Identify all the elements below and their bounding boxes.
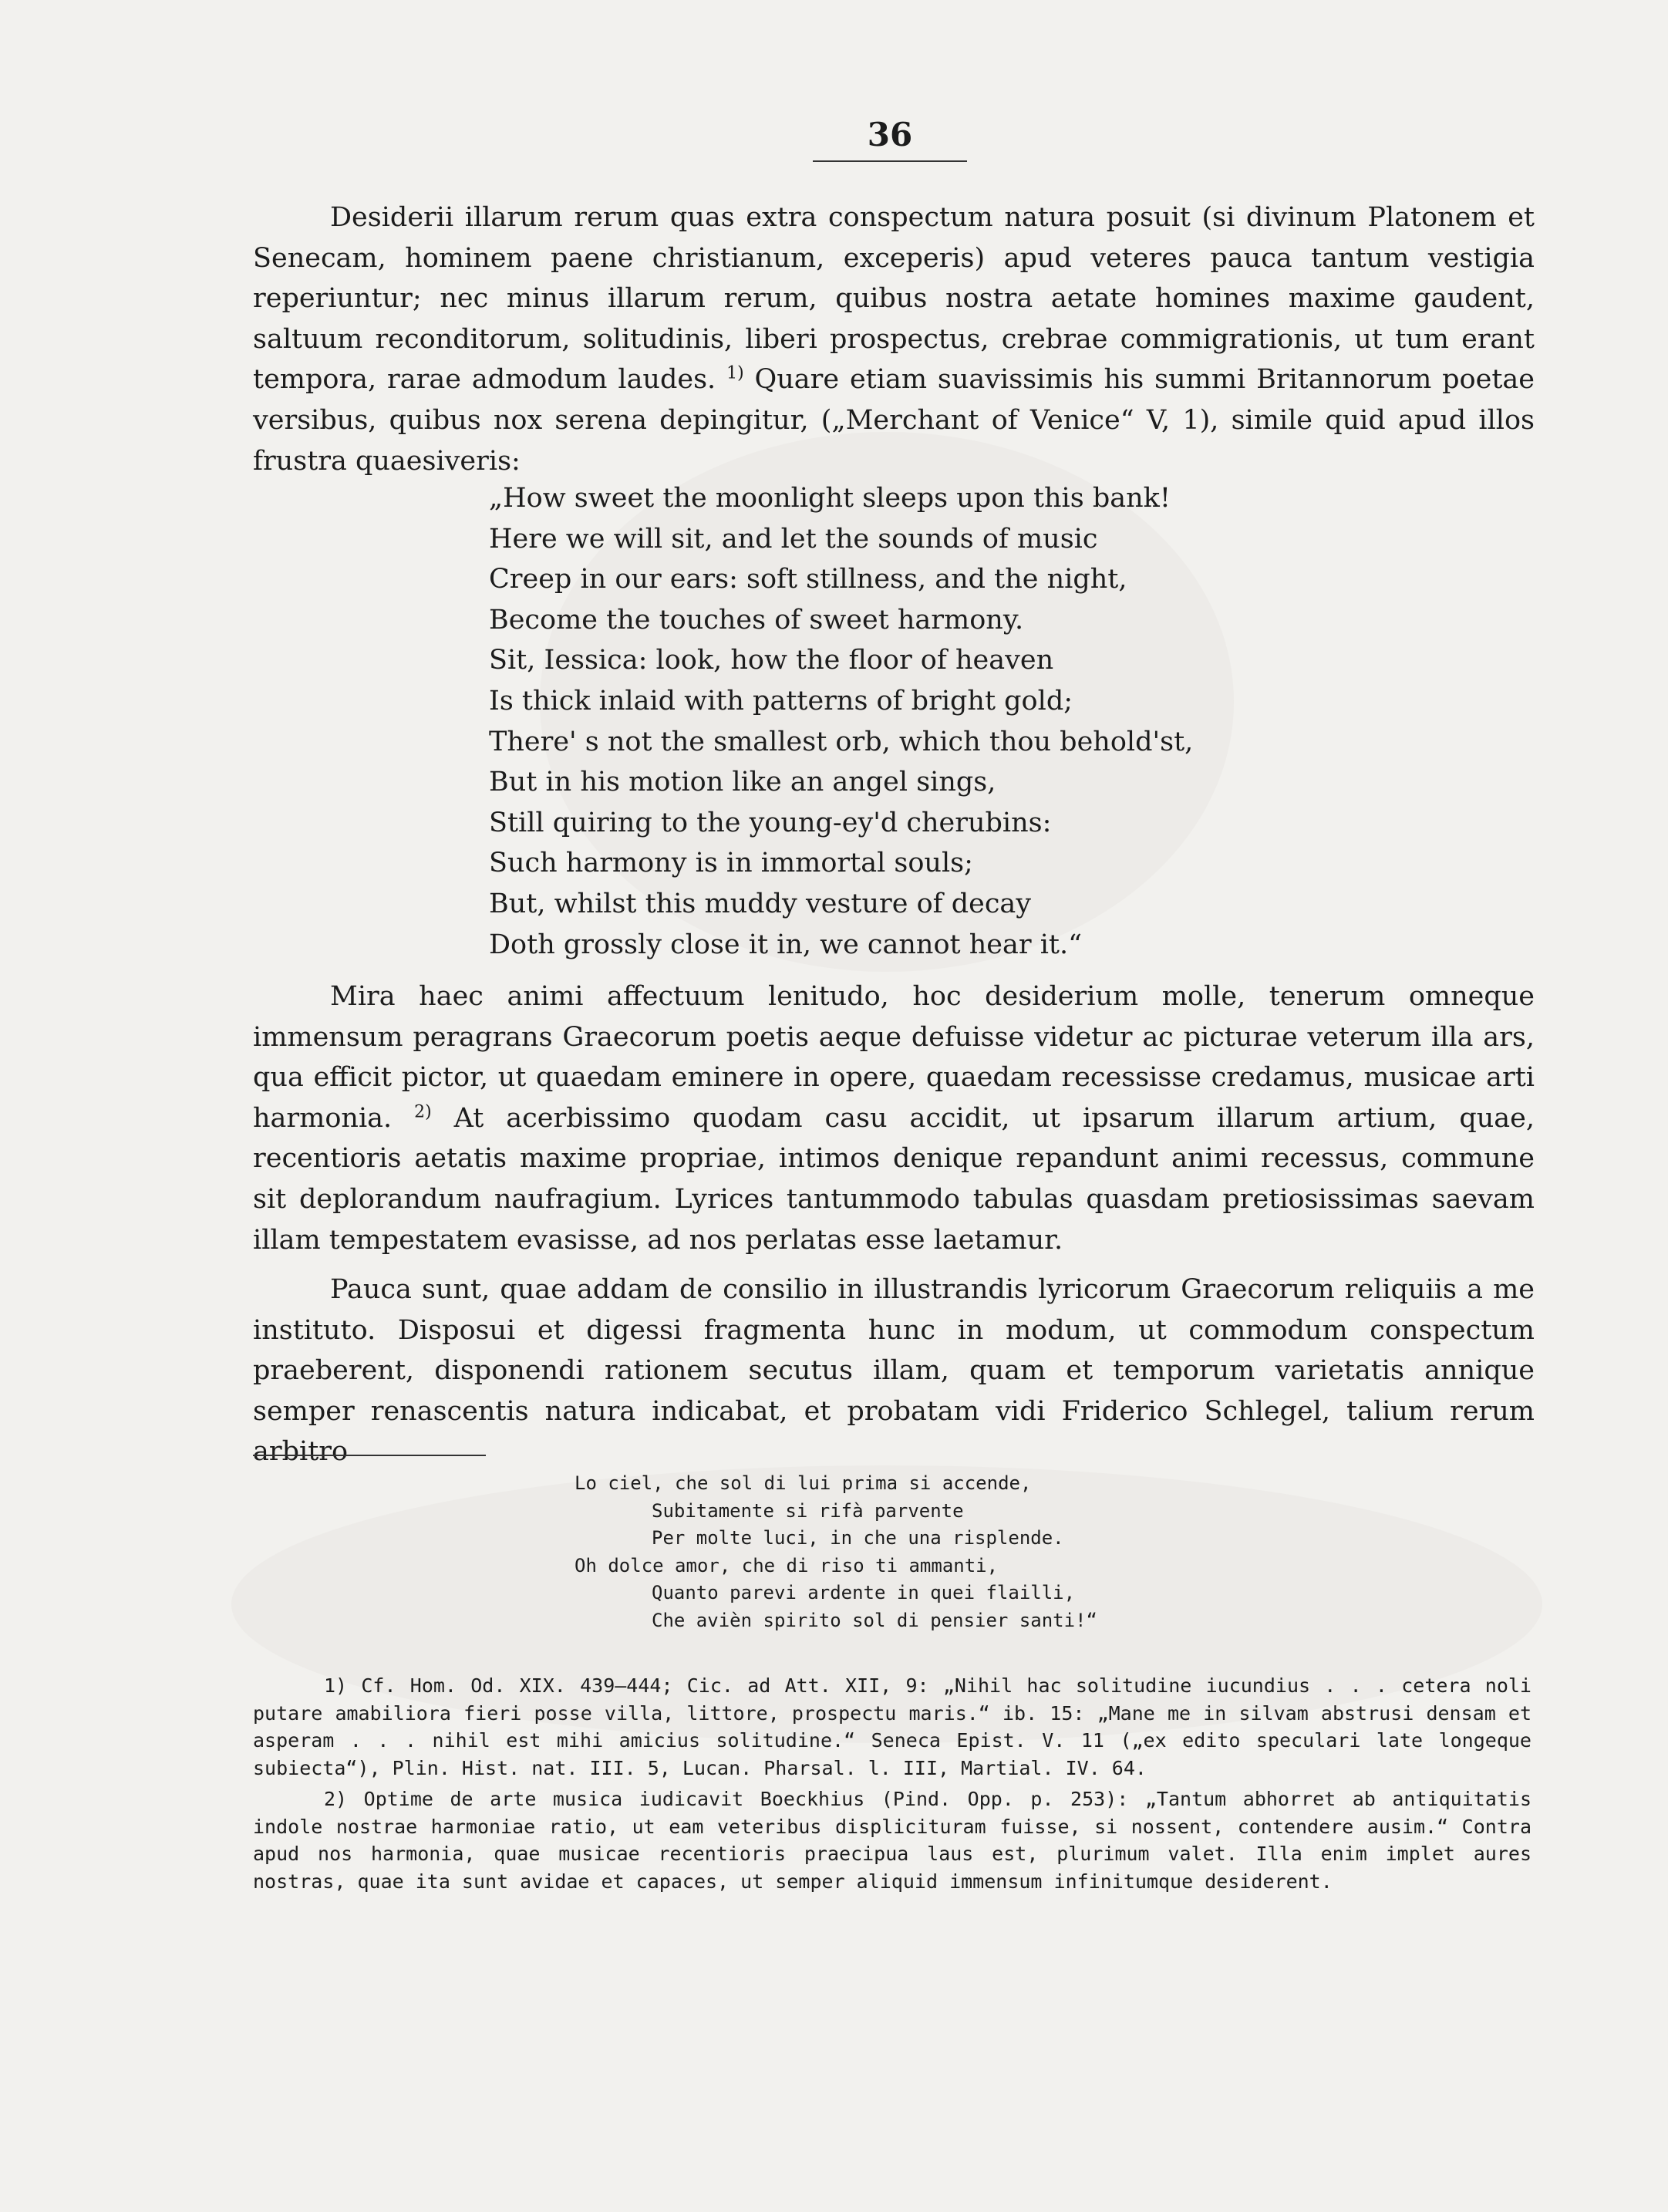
poem-line: There' s not the smallest orb, which thou behold'st, [489, 726, 1194, 757]
verse-line: Che avièn spirito sol di pensier santi!“ [652, 1609, 1097, 1631]
poem-line: Sit, Iessica: look, how the floor of heaven [489, 645, 1054, 676]
poem-line: But, whilst this muddy vesture of decay [489, 888, 1032, 919]
paragraph-2-text-cont: At acerbissimo quodam casu accidit, ut ipsarum illarum artium, quae, recentioris aetatis maxime propriae, intimos denique repandunt animi recessus, commune sit deplorandum naufragium. Lyrices tantummodo tabulas quasdam pretiosissimas saevam illam tempestatem evasisse, ad nos perlatas esse laetamur. [253, 1102, 1535, 1256]
verse-line: Per molte luci, in che una risplende. [652, 1527, 1064, 1549]
poem-line: Such harmony is in immortal souls; [489, 848, 973, 879]
footnote-divider [253, 1455, 486, 1456]
paragraph-1-text-cont: Quare etiam suavissimis his summi Britannorum poetae versibus, quibus nox serena depingitur, („Merchant of Venice“ V, 1), simile quid apud illos frustra quaesiveris: [253, 364, 1535, 477]
poem-line: But in his motion like an angel sings, [489, 767, 996, 798]
footnote-italian-verse [575, 1470, 1097, 1634]
paragraph-2-text: Mira haec animi affectuum lenitudo, hoc desiderium molle, tenerum omneque immensum peragrans Graecorum poetis aeque defuisse videtur ac picturae veterum illa ars, qua efficit pictor, ut quaedam eminere in opere, quaedam recessisse credamus, musicae arti harmonia. [253, 981, 1535, 1134]
verse-line: Quanto parevi ardente in quei flailli, [652, 1582, 1076, 1603]
poem-line: „How sweet the moonlight sleeps upon this bank! [489, 483, 1171, 514]
paragraph-2 [253, 976, 1535, 1260]
verse-line: Lo ciel, che sol di lui prima si accende, [575, 1472, 1032, 1494]
poem-line: Is thick inlaid with patterns of bright gold; [489, 685, 1073, 717]
paragraph-3-text: Pauca sunt, quae addam de consilio in illustrandis lyricorum Graecorum reliquiis a me instituto. Disposui et digessi fragmenta hunc in modum, ut commodum conspectum praeberent, disponendi rationem secutus illam, quam et temporum varietatis annique semper renascentis natura indicabat, et probatam vidi Friderico Schlegel, talium rerum arbitro [253, 1274, 1535, 1468]
footnote-1 [253, 1672, 1532, 1782]
poem-line: Here we will sit, and let the sounds of music [489, 523, 1098, 555]
page-number-rule [813, 160, 967, 162]
poem-line: Still quiring to the young-ey'd cherubins: [489, 807, 1052, 838]
paragraph-1-text: Desiderii illarum rerum quas extra conspectum natura posuit (si divinum Platonem et Senecam, hominem paene christianum, exceperis) apud veteres pauca tantum vestigia reperiuntur; nec minus illarum rerum, quibus nostra aetate homines maxime gaudent, saltuum reconditorum, solitudinis, liberi prospectus, crebrae commigrationis, ut tum erant tempora, rarae admodum laudes. [253, 202, 1535, 396]
paragraph-1 [253, 197, 1535, 481]
poem-line: Become the touches of sweet harmony. [489, 604, 1024, 636]
paragraph-3 [253, 1270, 1535, 1472]
footnote-2-text: 2) Optime de arte musica iudicavit Boeckhius (Pind. Opp. p. 253): „Tantum abhorret ab antiquitatis indole nostrae harmoniae ratio, ut eam veteribus displicituram fuisse, si nossent, contendere ausim.“ Contra apud nos harmonia, quae musicae recentioris praecipua laus est, plurimum valet. Illa enim implet aures nostras, quae ita sunt avidae et capaces, ut semper aliquid immensum infinitumque desiderent. [253, 1788, 1532, 1893]
footnote-ref-1: 1) [726, 363, 744, 383]
verse-line: Oh dolce amor, che di riso ti ammanti, [575, 1554, 999, 1576]
footnote-2 [253, 1785, 1532, 1896]
verse-line: Subitamente si rifà parvente [652, 1499, 964, 1522]
footnote-ref-2: 2) [414, 1102, 432, 1122]
poem-line: Creep in our ears: soft stillness, and the night, [489, 564, 1127, 595]
shakespeare-quote [489, 478, 1193, 965]
page-number: 36 [867, 116, 913, 153]
footnote-1-text: 1) Cf. Hom. Od. XIX. 439—444; Cic. ad Att. XII, 9: „Nihil hac solitudine iucundius . . . cetera noli putare amabiliora fieri posse villa, littore, prospectu maris.“ ib. 15: „Mane me in silvam abstrusi densam et asperam . . . nihil est mihi amicius solitudine.“ Seneca Epist. V. 11 („ex edito speculari late longeque subiecta“), Plin. Hist. nat. III. 5, Lucan. Pharsal. l. III, Martial. IV. 64. [253, 1674, 1532, 1780]
poem-line: Doth grossly close it in, we cannot hear it.“ [489, 929, 1082, 960]
